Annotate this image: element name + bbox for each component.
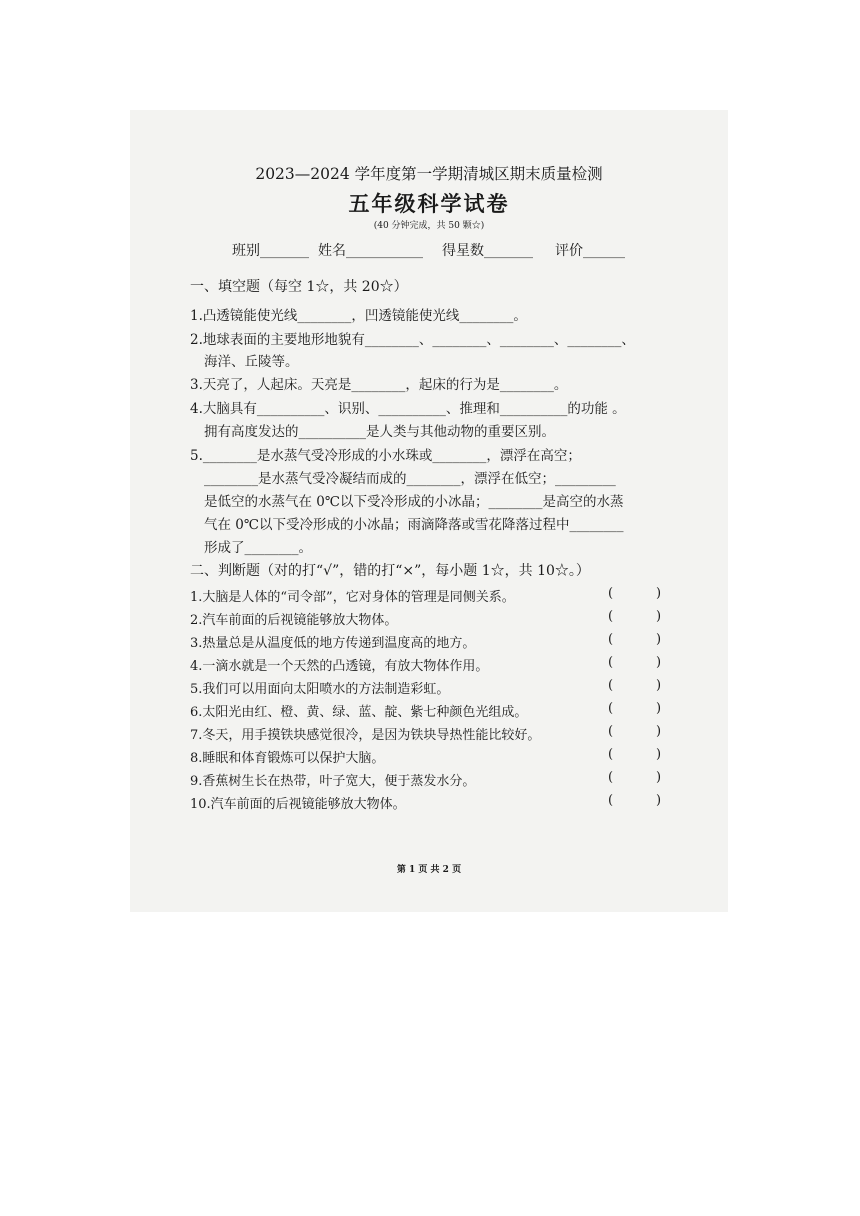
answer-paren-close: ) [656, 609, 662, 624]
class-field: 班别_______ [232, 243, 309, 259]
judge-item: 2.汽车前面的后视镜能够放大物体。 [190, 613, 398, 628]
judge-item: 8.睡眠和体育锻炼可以保护大脑。 [190, 751, 385, 766]
fill-line: 拥有高度发达的__________是人类与其他动物的重要区别。 [204, 424, 555, 440]
exam-note: (40 分钟完成，共 50 颗☆) [373, 221, 485, 231]
fill-line: 5.________是水蒸气受冷形成的小水珠或________，漂浮在高空； [190, 448, 581, 464]
answer-paren-open: ( [608, 747, 614, 762]
answer-paren-close: ) [656, 655, 662, 670]
answer-paren-open: ( [608, 770, 614, 785]
fill-line: 1.凸透镜能使光线________，凹透镜能使光线________。 [190, 308, 527, 324]
judge-item: 4.一滴水就是一个天然的凸透镜，有放大物体作用。 [190, 659, 489, 674]
answer-paren-close: ) [656, 770, 662, 785]
answer-paren-open: ( [608, 678, 614, 693]
judge-item: 6.太阳光由红、橙、黄、绿、蓝、靛、紫七种颜色光组成。 [190, 705, 528, 720]
answer-paren-close: ) [656, 678, 662, 693]
answer-paren-close: ) [656, 701, 662, 716]
section2-title: 二、判断题（对的打“√”，错的打“×”，每小题 1☆，共 10☆。） [190, 563, 590, 579]
answer-paren-close: ) [656, 724, 662, 739]
answer-paren-close: ) [656, 747, 662, 762]
judge-item: 10.汽车前面的后视镜能够放大物体。 [190, 797, 406, 812]
fill-line: 海洋、丘陵等。 [204, 354, 299, 370]
fill-line: 气在 0℃以下受冷形成的小冰晶；雨滴降落或雪花降落过程中________ [204, 517, 624, 533]
answer-paren-open: ( [608, 609, 614, 624]
answer-paren-close: ) [656, 586, 662, 601]
page-number: 第 1 页 共 2 页 [396, 865, 462, 875]
answer-paren-open: ( [608, 701, 614, 716]
answer-paren-open: ( [608, 586, 614, 601]
exam-subtitle: 五年级科学试卷 [348, 191, 510, 216]
section1-title: 一、填空题（每空 1☆，共 20☆） [190, 279, 408, 295]
name-field: 姓名___________ [318, 243, 423, 259]
evaluation-field: 评价______ [555, 243, 625, 259]
answer-paren-open: ( [608, 655, 614, 670]
judge-item: 1.大脑是人体的“司令部”，它对身体的管理是同侧关系。 [190, 590, 515, 605]
answer-paren-open: ( [608, 724, 614, 739]
fill-line: 是低空的水蒸气在 0℃以下受冷形成的小冰晶；________是高空的水蒸 [204, 494, 624, 510]
exam-title: 2023—2024 学年度第一学期清城区期末质量检测 [255, 165, 603, 183]
answer-paren-open: ( [608, 793, 614, 808]
judge-item: 3.热量总是从温度低的地方传递到温度高的地方。 [190, 636, 476, 651]
judge-item: 5.我们可以用面向太阳喷水的方法制造彩虹。 [190, 682, 450, 697]
answer-paren-open: ( [608, 632, 614, 647]
fill-line: 4.大脑具有__________、识别、__________、推理和__________的功能 。 [190, 401, 626, 417]
judge-item: 7.冬天，用手摸铁块感觉很冷，是因为铁块导热性能比较好。 [190, 728, 541, 743]
fill-line: 2.地球表面的主要地形地貌有________、________、________、________、 [190, 332, 635, 348]
scanned-exam-page [130, 110, 728, 912]
stars-field: 得星数_______ [442, 243, 533, 259]
fill-line: ________是水蒸气受冷凝结而成的________，漂浮在低空；_________ [204, 471, 616, 487]
fill-line: 3.天亮了，人起床。天亮是________，起床的行为是________。 [190, 377, 568, 393]
answer-paren-close: ) [656, 793, 662, 808]
judge-item: 9.香蕉树生长在热带，叶子宽大，便于蒸发水分。 [190, 774, 476, 789]
fill-line: 形成了________。 [204, 540, 312, 556]
answer-paren-close: ) [656, 632, 662, 647]
